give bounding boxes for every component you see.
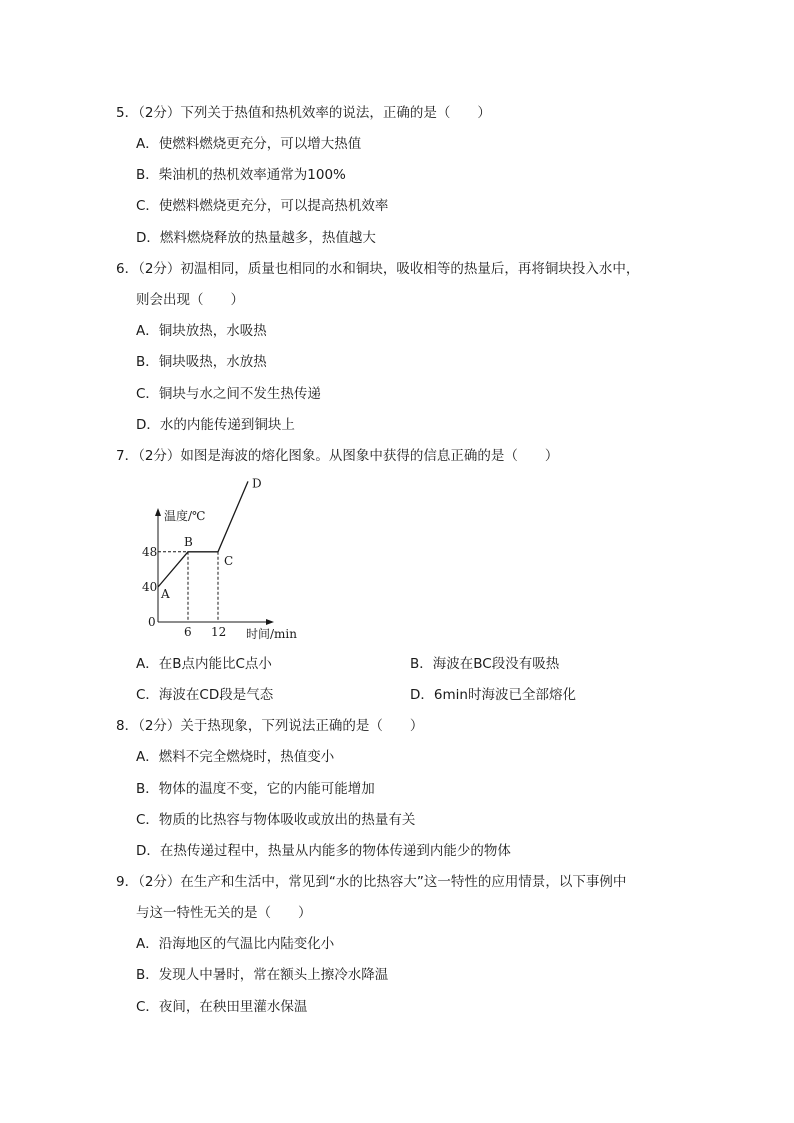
y-tick-48: 48 <box>142 544 158 559</box>
y-axis-arrow <box>155 508 161 516</box>
question-5-option-a: A．使燃料燃烧更充分，可以增大热值 <box>136 136 362 152</box>
question-5-option-c: C．使燃料燃烧更充分，可以提高热机效率 <box>136 198 389 214</box>
question-5-option-b: B．柴油机的热机效率通常为100% <box>136 167 346 183</box>
question-6-option-c: C．铜块与水之间不发生热传递 <box>136 386 321 402</box>
question-7-stem: 7．（2分）如图是海波的熔化图象。从图象中获得的信息正确的是（ ） <box>116 448 559 464</box>
x-tick-12: 12 <box>211 625 227 639</box>
question-9-option-b: B．发现人中暑时，常在额头上擦冷水降温 <box>136 967 389 983</box>
question-8-stem: 8．（2分）关于热现象，下列说法正确的是（ ） <box>116 718 424 734</box>
origin-label: 0 <box>148 615 156 629</box>
question-8-option-a: A．燃料不完全燃烧时，热值变小 <box>136 749 335 765</box>
question-6-option-a: A．铜块放热，水吸热 <box>136 323 267 339</box>
question-8-option-c: C．物质的比热容与物体吸收或放出的热量有关 <box>136 812 416 828</box>
question-5-option-d: D．燃料燃烧释放的热量越多，热值越大 <box>136 230 376 246</box>
question-6-stem-line2: 则会出现（ ） <box>136 292 244 308</box>
point-label-b: B <box>184 534 193 549</box>
question-8-option-b: B．物体的温度不变，它的内能可能增加 <box>136 781 375 797</box>
y-axis-label: 温度/℃ <box>164 509 206 523</box>
point-label-c: C <box>224 553 234 568</box>
question-9-option-a: A．沿海地区的气温比内陆变化小 <box>136 936 335 952</box>
question-9-stem-line2: 与这一特性无关的是（ ） <box>136 905 312 921</box>
x-axis-label: 时间/min <box>246 627 297 641</box>
question-6-stem-line1: 6．（2分）初温相同，质量也相同的水和铜块，吸收相等的热量后，再将铜块投入水中， <box>116 261 640 277</box>
question-9-option-c: C．夜间，在秧田里灌水保温 <box>136 999 308 1015</box>
x-tick-6: 6 <box>184 625 192 639</box>
question-7-option-c: C．海波在CD段是气态 <box>136 687 274 703</box>
x-axis-arrow <box>266 619 274 625</box>
question-7-option-b: B．海波在BC段没有吸热 <box>410 656 560 672</box>
point-label-d: D <box>252 476 262 491</box>
point-label-a: A <box>161 587 170 601</box>
question-7-option-d: D．6min时海波已全部熔化 <box>410 687 576 703</box>
melting-curve-chart <box>140 476 320 645</box>
question-9-stem-line1: 9．（2分）在生产和生活中，常见到“水的比热容大”这一特性的应用情景，以下事例中 <box>116 874 627 890</box>
melting-curve <box>158 481 248 587</box>
question-6-option-b: B．铜块吸热，水放热 <box>136 354 267 370</box>
question-5-stem: 5．（2分）下列关于热值和热机效率的说法，正确的是（ ） <box>116 105 491 121</box>
question-7-option-a: A．在B点内能比C点小 <box>136 656 272 672</box>
question-8-option-d: D．在热传递过程中，热量从内能多的物体传递到内能少的物体 <box>136 843 511 859</box>
y-tick-40: 40 <box>142 580 158 594</box>
question-6-option-d: D．水的内能传递到铜块上 <box>136 417 295 433</box>
